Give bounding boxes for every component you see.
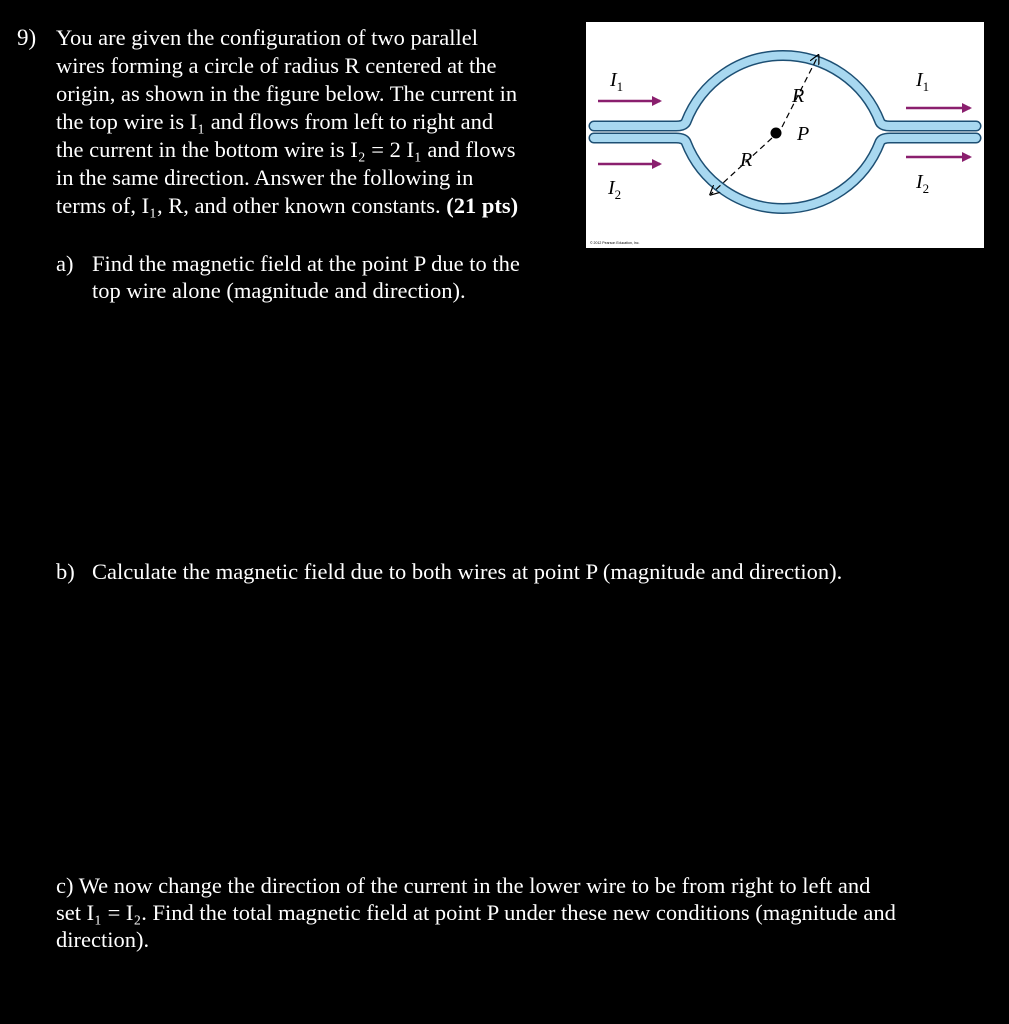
label-r-upper: R xyxy=(792,85,805,107)
part-a-label: a) xyxy=(56,251,74,276)
part-a-line: top wire alone (magnitude and direction). xyxy=(92,278,466,303)
part-a-body xyxy=(92,250,520,304)
label-i1-right: $I_1$ xyxy=(916,69,930,94)
part-c xyxy=(56,872,986,953)
intro-line: in the same direction. Answer the following in xyxy=(56,165,474,190)
part-c-line: direction). xyxy=(56,927,150,952)
intro-line: the current in the bottom wire is I₂ = 2 I₁ and flows xyxy=(56,137,516,162)
label-i2-left: $I_2$ xyxy=(608,177,622,202)
figure-svg xyxy=(586,22,984,248)
intro-last-line xyxy=(56,192,571,220)
part-b-text: Calculate the magnetic field due to both wires at point P (magnitude and direction). xyxy=(92,559,843,584)
intro-line: You are given the configuration of two parallel xyxy=(56,25,478,50)
part-b xyxy=(56,558,842,585)
label-i2-right: $I_2$ xyxy=(916,171,930,196)
wire-loop-figure xyxy=(586,22,984,248)
intro-line: origin, as shown in the figure below. The current in xyxy=(56,81,518,106)
part-c-line: c) We now change the direction of the current in the lower wire to be from right to left and xyxy=(56,873,871,898)
label-r-lower: R xyxy=(740,149,753,171)
intro-last-text: terms of, I₁, R, and other known constants. xyxy=(56,193,447,218)
question-number: 9) xyxy=(17,25,37,50)
label-i1-left: $I_1$ xyxy=(610,69,624,94)
intro-line: the top wire is I₁ and flows from left to right and xyxy=(56,109,494,134)
part-c-line: set I₁ = I₂. Find the total magnetic field at point P under these new conditions (magnitude and xyxy=(56,900,896,925)
part-b-label: b) xyxy=(56,559,75,584)
question-intro xyxy=(56,24,571,220)
points-value: (21 pts) xyxy=(446,193,519,218)
intro-line: wires forming a circle of radius R centered at the xyxy=(56,53,497,78)
point-p-dot xyxy=(771,128,782,139)
figure-copyright: © 2012 Pearson Education, Inc. xyxy=(590,241,640,245)
label-point-p: P xyxy=(797,123,810,145)
part-a-line: Find the magnetic field at the point P due to the xyxy=(92,251,520,276)
